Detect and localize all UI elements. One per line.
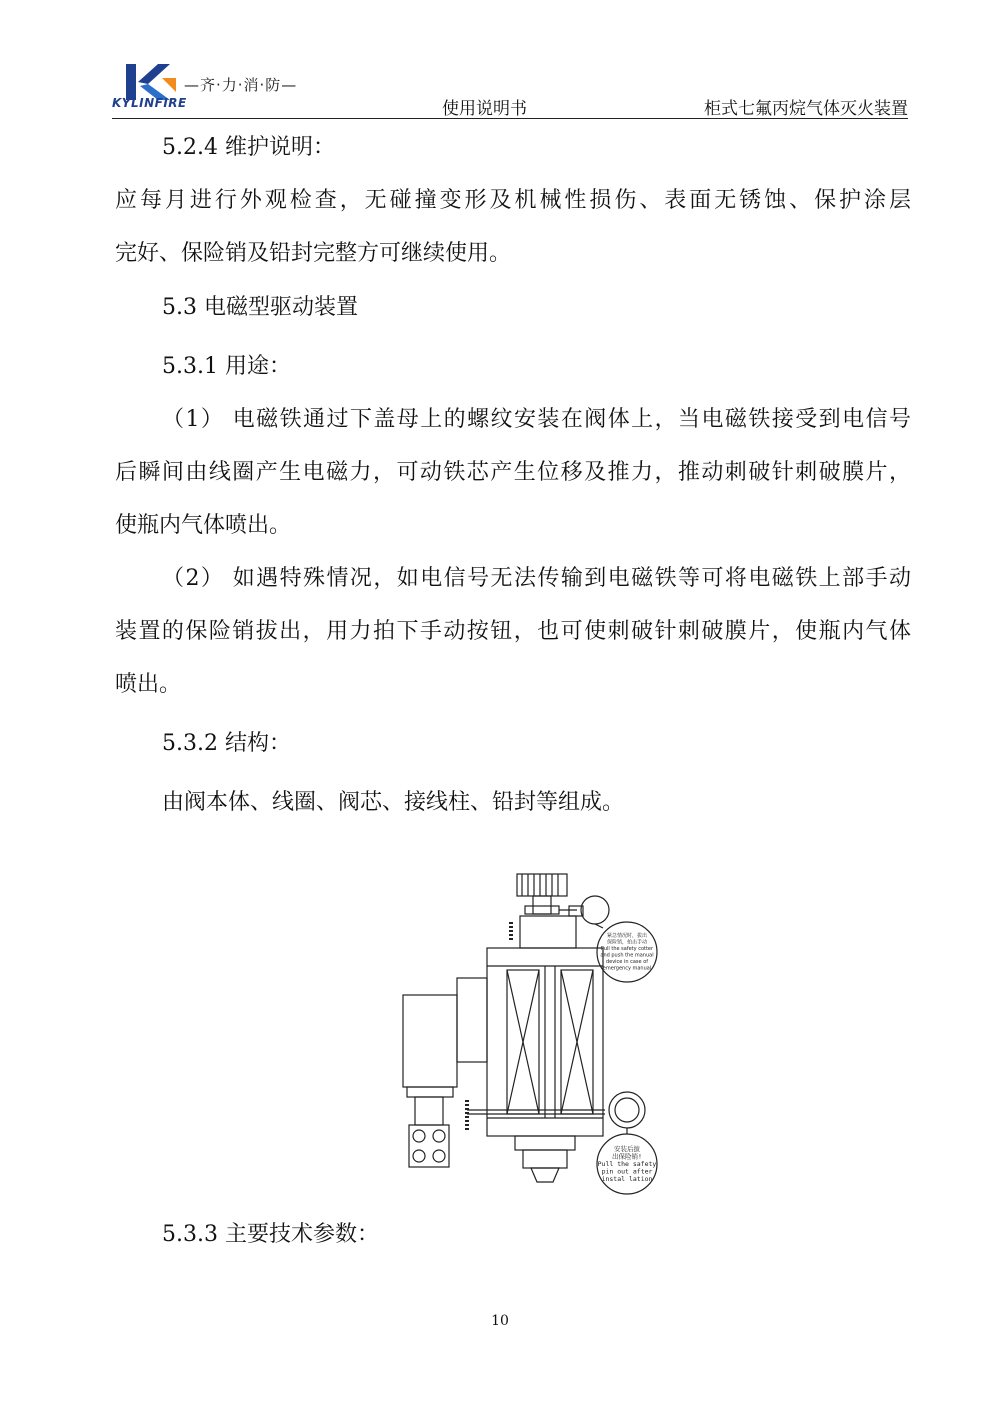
top-tag-text	[600, 932, 654, 972]
tag-text-line: instal lation	[601, 1175, 653, 1183]
paragraph-line: 应每月进行外观检查，无碰撞变形及机械性损伤、表面无锈蚀、保护涂层	[115, 188, 911, 213]
page-header	[112, 56, 908, 119]
safety-pin-ring	[581, 896, 609, 924]
tag-text-line: 出保险销!	[612, 1152, 642, 1161]
paragraph-line: （2） 如遇特殊情况，如电信号无法传输到电磁铁等可将电磁铁上部手动	[162, 566, 911, 591]
tag-text-line: pin out after	[601, 1167, 653, 1176]
logo-text: KYLINFIRE	[112, 96, 187, 110]
doc-title: 柜式七氟丙烷气体灭火装置	[704, 99, 908, 119]
paragraph-line: 后瞬间由线圈产生电磁力，可动铁芯产生位移及推力，推动刺破针刺破膜片，	[115, 460, 911, 485]
section-5-3-title: 5.3 电磁型驱动装置	[162, 295, 358, 320]
solenoid-actuator-diagram	[395, 870, 685, 1195]
tag-text-line: and push the manual	[600, 952, 654, 959]
paragraph-line: 由阀本体、线圈、阀芯、接线柱、铅封等组成。	[162, 790, 625, 815]
section-5-3-1-title: 5.3.1 用途：	[162, 354, 291, 379]
paragraph-line: 完好、保险销及铅封完整方可继续使用。	[115, 241, 512, 266]
tag-text-line: 安装后拔	[614, 1145, 640, 1153]
slogan: —齐·力·消·防—	[184, 76, 298, 94]
doc-type: 使用说明书	[442, 99, 527, 119]
junction-box	[403, 995, 457, 1087]
section-5-3-2-title: 5.3.2 结构：	[162, 731, 291, 756]
paragraph-line: 使瓶内气体喷出。	[115, 513, 292, 538]
tag-text-line: 紧急情况时，拔出	[606, 933, 648, 939]
page-number: 10	[491, 1313, 509, 1329]
paragraph-line: 喷出。	[115, 672, 182, 697]
tag-text-line: Pull the safety cotter	[600, 946, 654, 952]
tag-text-line: device in case of	[605, 959, 649, 965]
manual-knob	[517, 874, 567, 896]
section-5-3-3-title: 5.3.3 主要技术参数：	[162, 1222, 379, 1247]
bottom-tag-text	[598, 1144, 657, 1183]
tag-text-line: Pull the safety	[597, 1160, 657, 1168]
tag-text-line: emergency manual	[602, 965, 652, 972]
paragraph-line: 装置的保险销拔出，用力拍下手动按钮，也可使刺破针刺破膜片，使瓶内气体	[115, 619, 911, 644]
tag-text-line: 保险销，拍击手动	[606, 939, 648, 946]
section-5-2-4-title: 5.2.4 维护说明：	[162, 135, 335, 160]
paragraph-line: （1） 电磁铁通过下盖母上的螺纹安装在阀体上，当电磁铁接受到电信号	[162, 407, 911, 432]
